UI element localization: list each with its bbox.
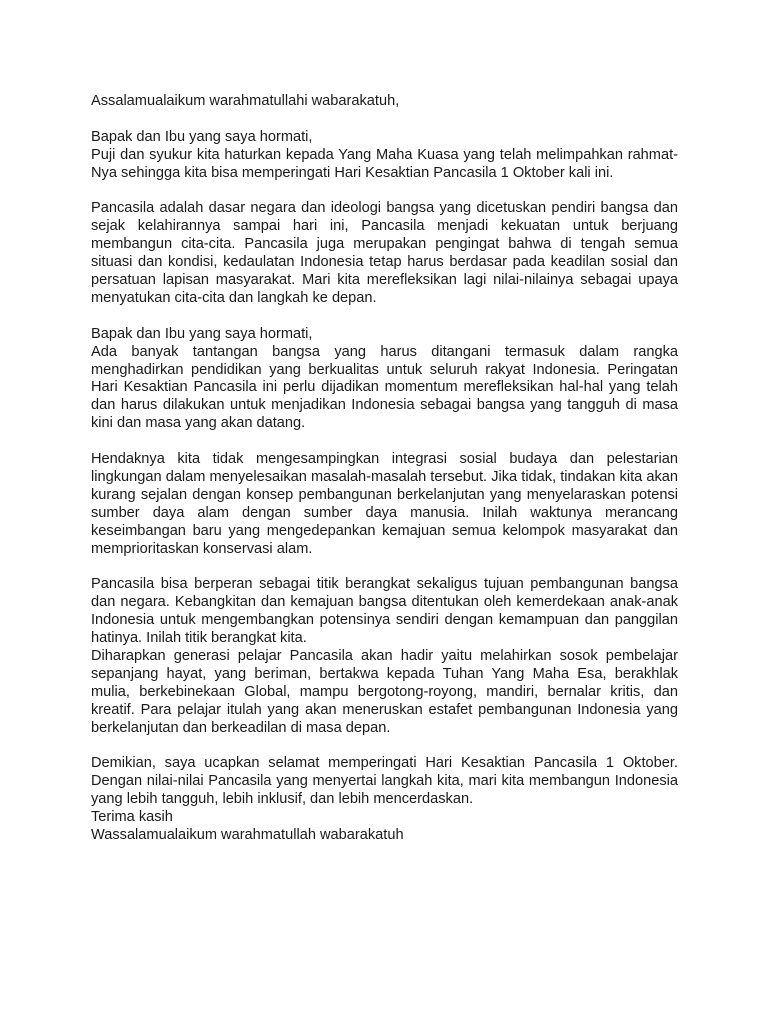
closing-greeting: Wassalamualaikum warahmatullah wabarakatuh xyxy=(91,827,404,844)
salutation: Bapak dan Ibu yang saya hormati, xyxy=(91,128,313,145)
paragraph-pancasila-ideology: Pancasila adalah dasar negara dan ideologi bangsa yang dicetuskan pendiri bangsa dan sejak kelahirannya sampai hari ini, Pancasila menjadi kekuatan untuk berjuang membangun cita-cita. Pancasila juga merupakan pengingat bahwa di tengah semua situasi dan kondisi, kedaulatan Indonesia tetap harus berdasar pada keadilan sosial dan persatuan lapisan masyarakat. Mari kita merefleksikan lagi nilai-nilainya sebagai upaya menyatukan cita-cita dan langkah ke depan. xyxy=(91,200,678,306)
blank-line xyxy=(91,183,678,201)
paragraph-student-generation: Diharapkan generasi pelajar Pancasila akan hadir yaitu melahirkan sosok pembelajar sepanjang hayat, yang beriman, bertakwa kepada Tuhan Yang Maha Esa, berakhlak mulia, berkebinekaan Global, mampu bergotong-royong, mandiri, bernalar kritis, dan kreatif. Para pelajar itulah yang akan meneruskan estafet pembangunan Indonesia yang berkelanjutan dan berkeadilan di masa depan. xyxy=(91,648,678,736)
salutation: Bapak dan Ibu yang saya hormati, xyxy=(91,325,313,342)
blank-line xyxy=(91,308,678,326)
paragraph-integration: Hendaknya kita tidak mengesampingkan integrasi sosial budaya dan pelestarian lingkungan dalam menyelesaikan masalah-masalah tersebut. Jika tidak, tindakan kita akan kurang sejalan dengan konsep pembangunan berkelanjutan yang menyelaraskan potensi sumber daya alam dengan sumber daya manusia. Inilah waktunya merancang keseimbangan baru yang mengedepankan kemajuan semua kelompok masyarakat dan memprioritaskan konservasi alam. xyxy=(91,451,678,557)
paragraph-starting-point: Pancasila bisa berperan sebagai titik berangkat sekaligus tujuan pembangunan bangsa dan negara. Kebangkitan dan kemajuan bangsa ditentukan oleh kemerdekaan anak-anak Indonesia untuk mengembangkan potensinya sendiri dengan kemampuan dan panggilan hatinya. Inilah titik berangkat kita. xyxy=(91,576,678,647)
document-page xyxy=(91,93,678,845)
opening-greeting: Assalamualaikum warahmatullahi wabarakatuh, xyxy=(91,93,400,109)
paragraph-gratitude: Puji dan syukur kita haturkan kepada Yang Maha Kuasa yang telah melimpahkan rahmat-Nya sehingga kita bisa memperingati Hari Kesaktian Pancasila 1 Oktober kali ini. xyxy=(91,146,678,181)
paragraph-closing-remarks: Demikian, saya ucapkan selamat memperingati Hari Kesaktian Pancasila 1 Oktober. Dengan nilai-nilai Pancasila yang menyertai langkah kita, mari kita membangun Indonesia yang lebih tangguh, lebih inklusif, dan lebih mencerdaskan. xyxy=(91,755,678,808)
blank-line xyxy=(91,111,678,129)
blank-line xyxy=(91,559,678,577)
paragraph-challenges: Ada banyak tantangan bangsa yang harus ditangani termasuk dalam rangka menghadirkan pendidikan yang berkualitas untuk seluruh rakyat Indonesia. Peringatan Hari Kesaktian Pancasila ini perlu dijadikan momentum merefleksikan hal-hal yang telah dan harus dilakukan untuk menjadikan Indonesia sebagai bangsa yang tangguh di masa kini dan masa yang akan datang. xyxy=(91,343,678,432)
blank-line xyxy=(91,738,678,756)
blank-line xyxy=(91,433,678,451)
thanks-line: Terima kasih xyxy=(91,809,173,826)
